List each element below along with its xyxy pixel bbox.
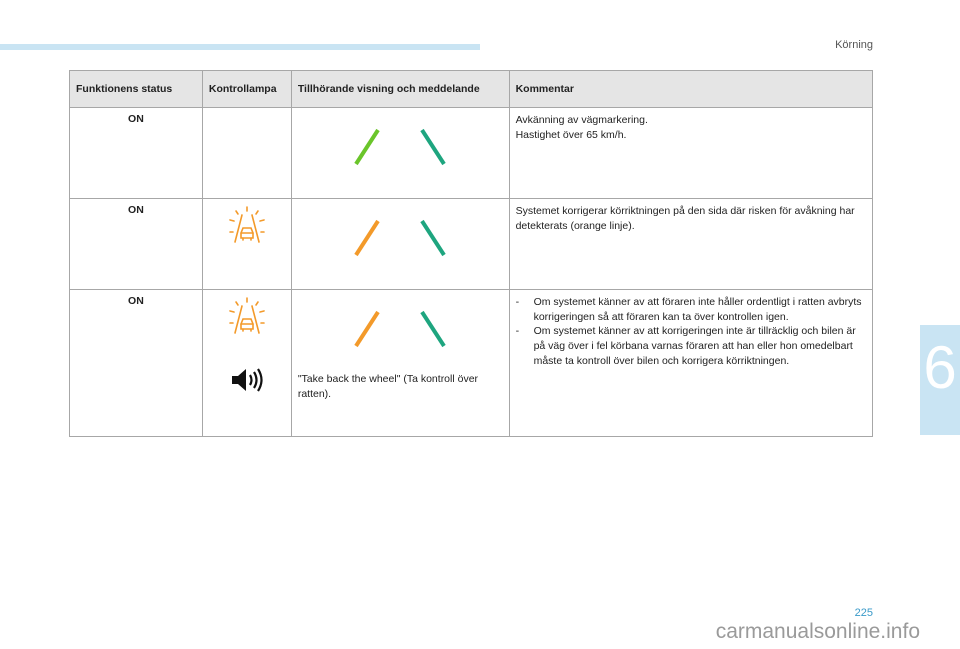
list-item: - Om systemet känner av att föraren inte håller ordentligt i ratten avbryts korrigeringen så att föraren kan ta över kontrollen igen. [516,295,866,324]
lane-keep-warning-lamp-icon [228,206,266,246]
comment-cell [509,290,872,437]
table-row [70,290,873,437]
display-cell [291,290,509,437]
table-row [70,108,873,199]
lamp-cell [202,199,291,290]
watermark: carmanualsonline.info [715,620,920,643]
table-header-row [70,71,873,108]
lane-lines-green-icon [350,126,450,166]
header-accent-bar [0,44,480,50]
lane-keep-warning-lamp-icon [228,297,266,337]
header-display: Tillhörande visning och meddelande [291,71,509,108]
comment-line: Hastighet över 65 km/h. [515,128,627,141]
speaker-icon [230,367,264,393]
header-lamp: Kontrollampa [202,71,291,108]
lamp-cell [202,290,291,437]
status-cell: ON [70,108,203,199]
comment-list [516,295,866,368]
lane-assist-table [69,70,873,437]
page-number: 225 [854,607,873,619]
lane-lines-orange-left-icon [350,217,450,257]
section-title: Körning [835,39,873,51]
comment-line: Avkänning av vägmarkering. [515,114,648,126]
header-comment: Kommentar [509,71,872,108]
comment-line: Systemet korrigerar körriktningen på den sida där risken för avåkning har detekterats (orange linje). [515,205,855,232]
display-cell [291,199,509,290]
status-cell: ON [70,290,203,437]
list-item: - Om systemet känner av att korrigeringen inte är tillräcklig och bilen är på väg över i fel körbana varnas föraren att han eller hon omedelbart måste ta kontroll över bilen och korrigera körriktningen. [516,324,866,368]
lane-lines-orange-left-icon [350,308,450,348]
display-cell [291,108,509,199]
header-status: Funktionens status [70,71,203,108]
comment-cell [509,199,872,290]
table-row [70,199,873,290]
chapter-number: 6 [923,334,957,401]
lamp-cell [202,108,291,199]
comment-cell [509,108,872,199]
display-message: "Take back the wheel" (Ta kontroll över ratten). [297,373,479,400]
status-cell: ON [70,199,203,290]
